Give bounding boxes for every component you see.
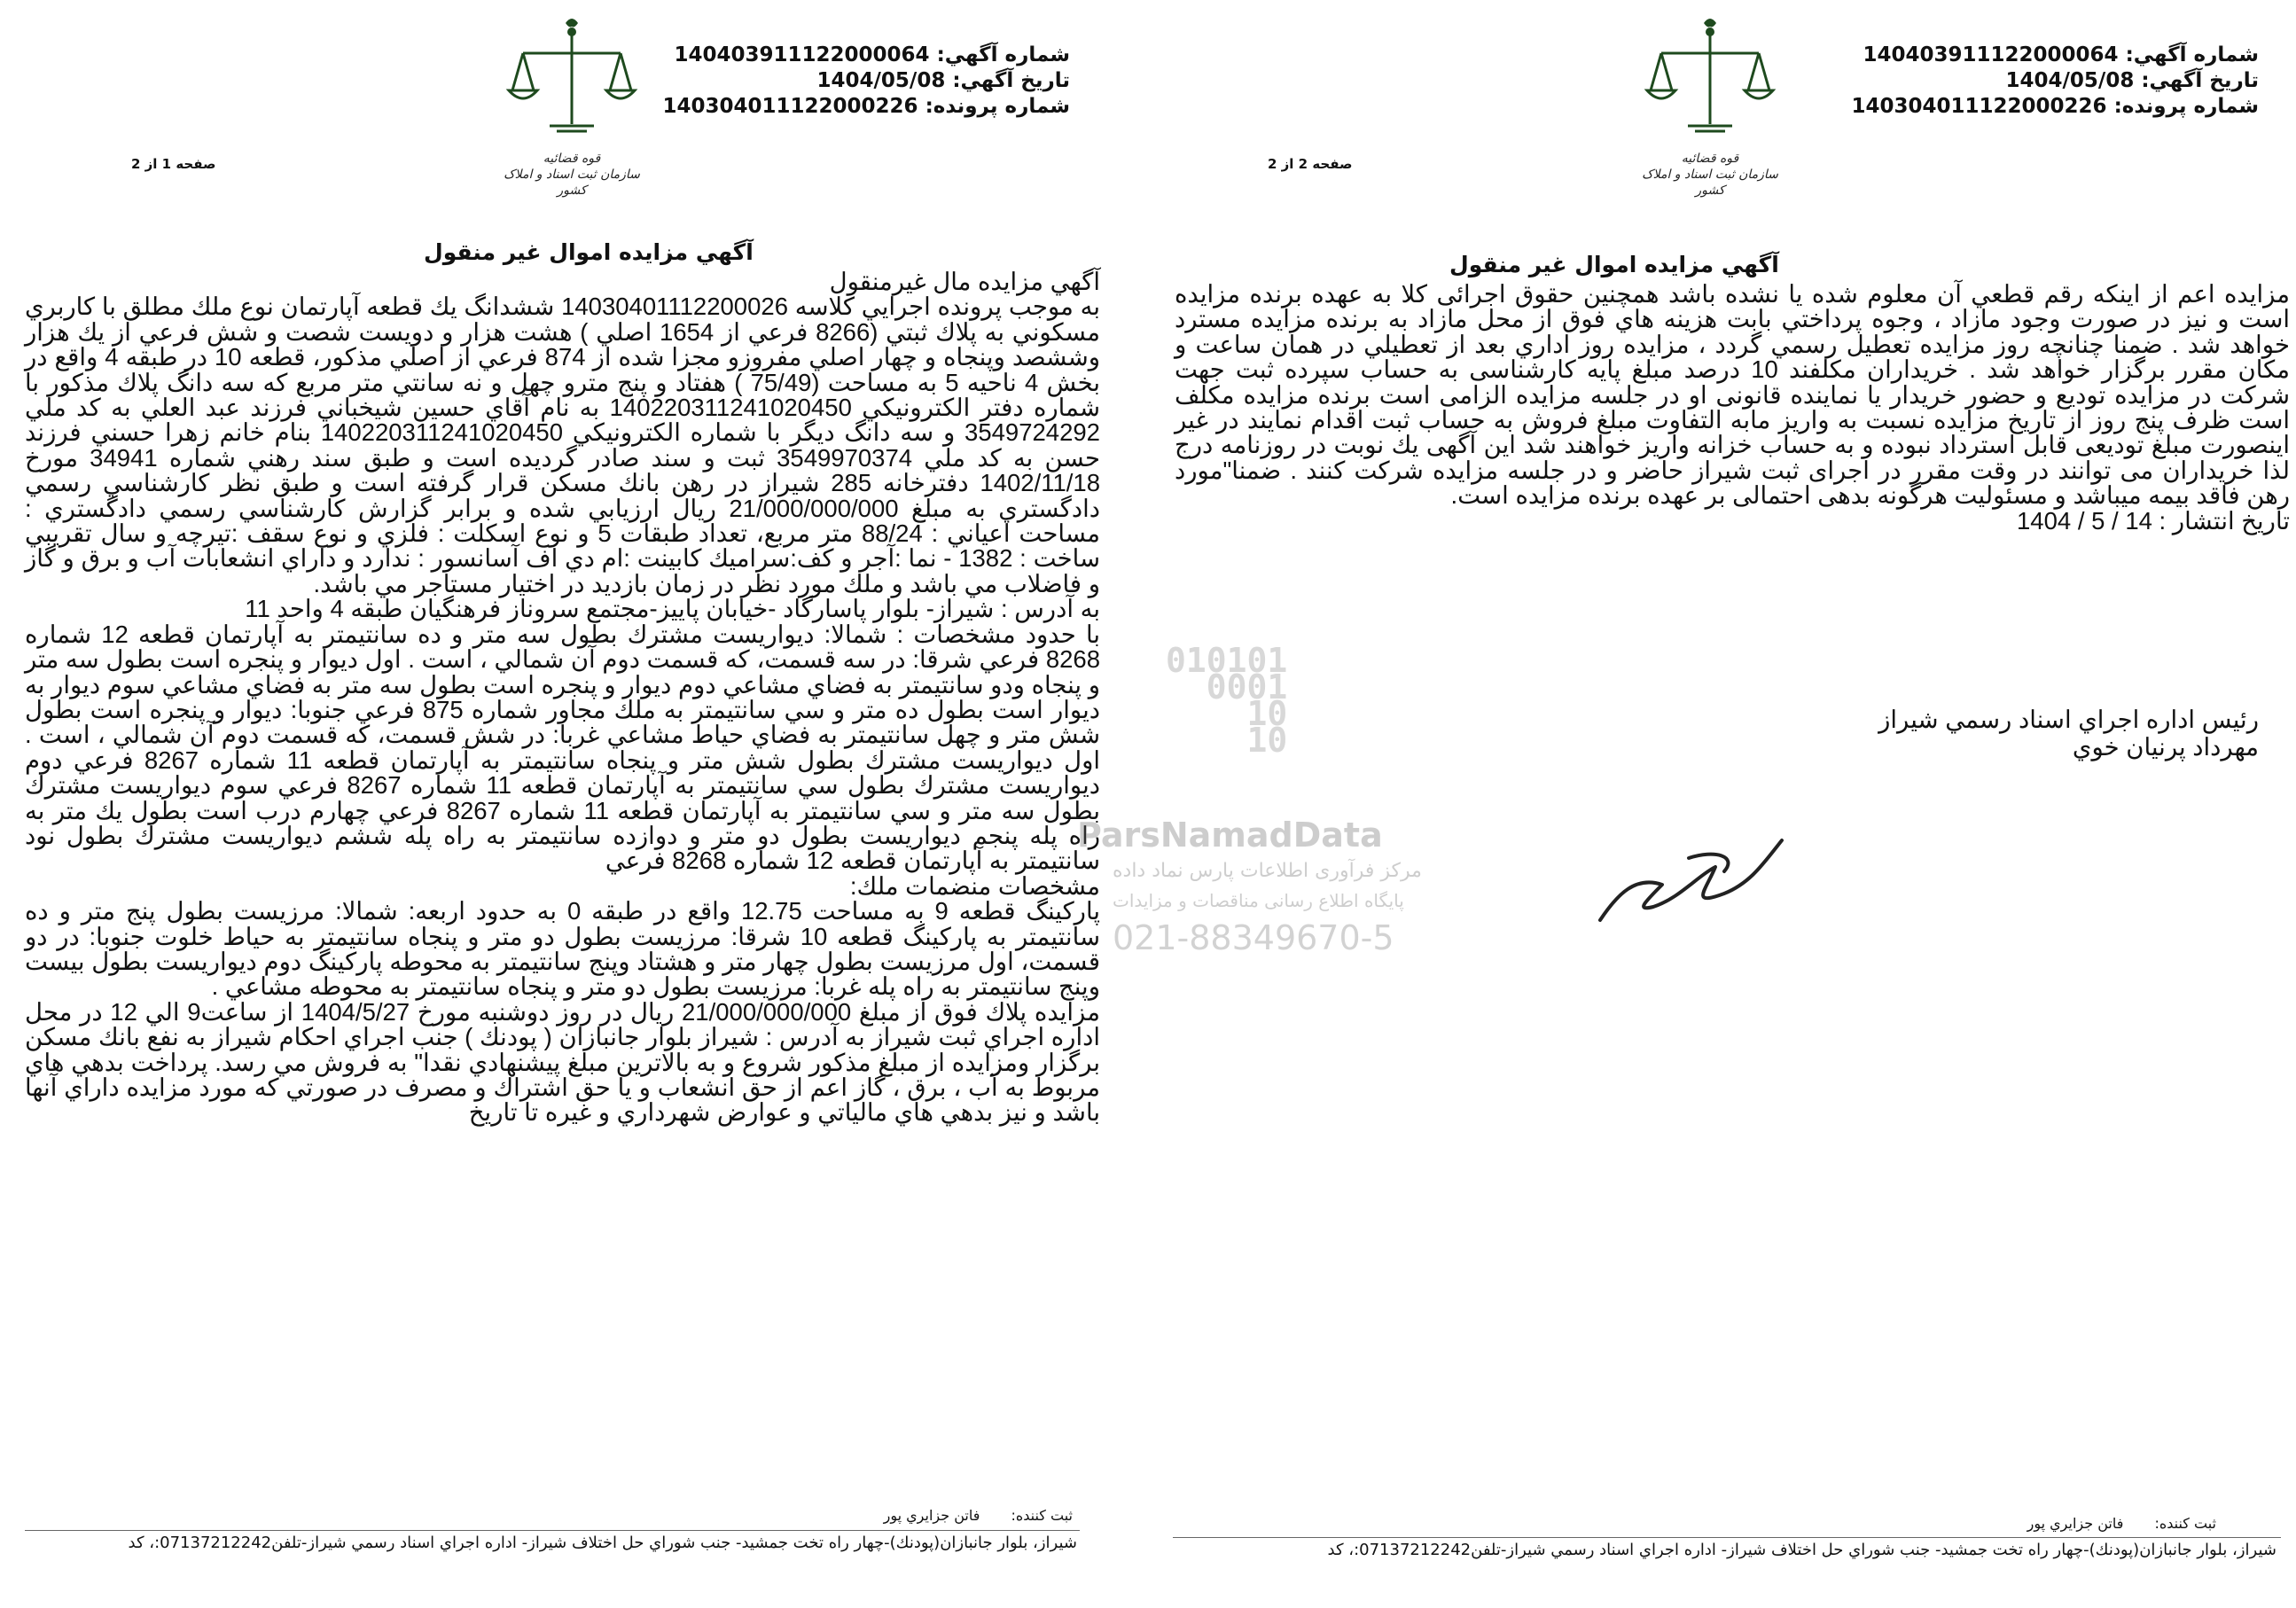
notice-body (1175, 282, 2290, 534)
notice-metadata: شماره آگهي: 140403911122000064 تاريخ آگهي: 1404/05/08 شماره پرونده: 140304011122000226 (662, 43, 1070, 118)
signatory-name: مهرداد پرنيان خوي (2072, 733, 2259, 761)
registrar-name: فاتن جزايري پور (883, 1507, 980, 1524)
registrar-line: ثبت كننده: فاتن جزايري پور (2027, 1515, 2216, 1532)
paragraph: به آدرس : شيراز- بلوار پاسارگاد -خيابان پاييز-مجتمع سروناز فرهنگيان طبقه 4 واحد 11 (245, 595, 1100, 623)
paragraph: مزايده اعم از اينكه رقم قطعي آن معلوم شده يا نشده باشد همچنين حقوق اجرائی كلا به عهده برنده مزايده است و نيز در صورت وجود مازاد ، وجوه پرداختي بابت هزينه هاي فوق از محل مازاد به برنده مزايده مسترد خواهد شد . ضمنا چنانچه روز مزايده تعطيل رسمي گردد ، مزايده روز اداري بعد از تعطيلي در همان ساعت و مكان مقرر برگزار خواهد شد . خريداران مكلفند 10 درصد مبلغ پايه كارشناسی به حساب سپرده ثبت جهت شركت در مزايده توديع و حضور خريدار يا نماينده قانونی او در جلسه مزايده الزامی است برنده مزايده مكلف است ظرف پنج روز از تاريخ مزايده نسبت به واريز مابه التفاوت مبلغ فروش به حساب ثبت اقدام نمايند در غير اينصورت مبلغ توديعی قابل استرداد نبوده و به حساب خزانه واريز خواهند شد اين آگهی يك نوبت در روزنامه درج لذا خريداران می توانند در وقت مقرر در اجرای ثبت شيراز حاضر و در جلسه مزايده شركت كنند . ضمنا"مورد رهن فاقد بيمه ميباشد و مسئوليت هرگونه بدهی احتمالی بر عهده برنده مزايده است. (1175, 280, 2290, 510)
parsnamad-watermark (1077, 641, 1467, 966)
notice-title: آگهي مزايده اموال غير منقول (1449, 252, 1779, 277)
footer-divider (1173, 1537, 2281, 1538)
judiciary-emblem (496, 18, 647, 198)
file-number: 140304011122000226 (1851, 95, 2107, 118)
registrar-line: ثبت كننده: فاتن جزايري پور (883, 1507, 1073, 1524)
notice-date: 1404/05/08 (816, 69, 946, 92)
footer-address: شيراز، بلوار جانبازان(پودنك)-چهار راه تخت جمشيد- جنب شوراي حل اختلاف شيراز- اداره اجراي اسناد رسمي شيراز-تلفن07137212242:، كد (128, 1534, 1077, 1552)
notice-number: 140403911122000064 (674, 43, 930, 66)
notice-metadata: شماره آگهي: 140403911122000064 تاريخ آگهي: 1404/05/08 شماره پرونده: 140304011122000226 (1851, 43, 2259, 118)
notice-date: 1404/05/08 (2005, 69, 2135, 92)
paragraph: با حدود مشخصات : شمالا: ديواريست مشترك بطول سه متر و ده سانتيمتر به آپارتمان قطعه 12 شماره 8268 فرعي شرقا: در سه قسمت، كه قسمت دوم آن شمالي ، است . اول ديوار و پنجره است بطول سه متر و پنجاه ودو سانتيمتر به فضاي مشاعي دوم ديوار و پنجره است بطول سه متر به فضاي مشاعي سوم ديوار به ديوار است بطول ده متر و سي سانتيمتر به ملك مجاور شماره 875 فرعي جنوبا: ديوار و پنجره است بطول شش متر و چهل سانتيمتر به فضاي حياط مشاعي غربا: در شش قسمت، كه قسمت دوم آن شمالي ، است . اول ديواريست مشترك بطول شش متر و پنجاه سانتيمتر به آپارتمان قطعه 11 شماره 8267 فرعي دوم ديواريست مشترك بطول سي سانتيمتر به آپارتمان قطعه 11 شماره 8267 فرعي سوم ديواريست مشترك بطول سه متر و سي سانتيمتر به آپارتمان قطعه 11 شماره 8267 فرعي چهارم درب است بطول يك متر به راه پله پنجم ديواريست بطول دو متر و دوازده سانتيمتر به راه پله ششم ديواريست مشترك بطول نود سانتيمتر به آپارتمان قطعه 12 شماره 8268 فرعي (25, 620, 1100, 875)
paragraph: مشخصات منضمات ملك: (849, 871, 1100, 900)
notice-number: 140403911122000064 (1863, 43, 2119, 66)
notice-body (25, 269, 1100, 1126)
page-number: صفحه 1 از 2 (131, 156, 216, 172)
handwritten-signature (1582, 823, 1804, 938)
signatory-block (1878, 706, 2259, 761)
notice-title: آگهي مزايده اموال غير منقول (424, 239, 754, 265)
registrar-name: فاتن جزايري پور (2027, 1515, 2124, 1532)
paragraph: آگهي مزايده مال غيرمنقول (829, 268, 1100, 295)
judiciary-emblem (1635, 18, 1785, 198)
watermark-digits: 010101 0001 10 10 (1166, 641, 1288, 760)
watermark-subtitle: پایگاه اطلاع رسانی مناقصات و مزایدات (1113, 890, 1404, 911)
watermark-subtitle: مرکز فرآوری اطلاعات پارس نماد داده (1113, 860, 1422, 882)
footer-address: شيراز، بلوار جانبازان(پودنك)-چهار راه تخت جمشيد- جنب شوراي حل اختلاف شيراز- اداره اجراي اسناد رسمي شيراز-تلفن07137212242:، كد (1327, 1541, 2276, 1559)
emblem-caption: قوه قضائیه سازمان ثبت اسناد و املاک کشور (1642, 152, 1778, 198)
watermark-brand: ParsNamadData (1077, 816, 1383, 855)
signatory-title: رئيس اداره اجراي اسناد رسمي شيراز (1878, 706, 2259, 733)
footer-divider (25, 1530, 1080, 1531)
emblem-caption: قوه قضائیه سازمان ثبت اسناد و املاک کشور (504, 152, 640, 198)
paragraph: به موجب پرونده اجرايي كلاسه 14030401112200026 ششدانگ يك قطعه آپارتمان نوع ملك مطلق با كاربري مسكوني به پلاك ثبتي (8266 فرعي از 1654 اصلي ) هشت هزار و دويست شصت و شش فرعي از يك هزار وششصد وپنجاه و چهار اصلي مفروزو مجزا شده از 874 فرعي از اصلي مذكور، قطعه 10 در طبقه 4 واقع در بخش 4 ناحيه 5 به مساحت (75/49 ) هفتاد و پنج مترو چهل و نه سانتي متر مربع كه سه دانگ پلاك مذكور با شماره دفتر الكترونيكي 140220311241020450 به نام آقاي حسين شيخباني فرزند عبد العلي به كد ملي 3549724292 و سه دانگ ديگر با شماره الكترونيكي 140220311241020450 بنام خانم زهرا حسني فرزند حسن به كد ملي 3549970374 ثبت و سند صادر گرديده است و طبق سند رهني شماره 34941 مورخ 1402/11/18 دفترخانه 285 شيراز در رهن بانك مسكن قرار گرفته است و طبق نظر كارشناسي رسمي دادگستري به مبلغ 21/000/000/000 ريال ارزيابي شده و برابر گزارش كارشناسي رسمي دادگستري : مساحت اعياني : 88/24 متر مربع، تعداد طبقات 5 و نوع اسكلت : فلزي و نوع سقف :تيرچه و سال تقريبي ساخت : 1382 - نما :آجر و كف:سراميك كابينت :ام دي اف آسانسور : ندارد و داراي انشعابات آب و برق و گاز و فاضلاب مي باشد و ملك مورد نظر در زمان بازديد در اختيار مستاجر مي باشد. (25, 293, 1101, 597)
publish-date: تاريخ انتشار : 14 / 5 / 1404 (2017, 506, 2290, 535)
watermark-phone: 021-88349670-5 (1113, 918, 1394, 957)
paragraph: مزايده پلاك فوق از مبلغ 21/000/000/000 ريال در روز دوشنبه مورخ 1404/5/27 از ساعت9 الي 12 در محل اداره اجراي ثبت شيراز به آدرس : شيراز بلوار جانبازان ( پودنك ) جنب اجراي احكام شيراز به نفع بانك مسكن برگزار ومزايده از مبلغ مذكور شروع و به بالاترين مبلغ پيشنهادي نقدا" به فروش مي رسد. پرداخت بدهي هاي مربوط به آب ، برق ، گاز اعم از حق انشعاب و يا حق اشتراك و مصرف در صورتي كه مورد مزايده داراي آنها باشد و نيز بدهي هاي مالياتي و عوارض شهرداري و غيره تا تاريخ (25, 997, 1100, 1127)
page-number: صفحه 2 از 2 (1268, 156, 1353, 172)
paragraph: پاركينگ قطعه 9 به مساحت 12.75 واقع در طبقه 0 به حدود اربعه: شمالا: مرزيست بطول پنج متر و ده سانتيمتر به پاركينگ قطعه 10 شرقا: مرزيست بطول دو متر و پنجاه سانتيمتر به حياط خلوت جنوبا: در دو قسمت، اول مرزيست بطول چهار متر و هشتاد وپنج سانتيمتر به محوطه پاركينگ دوم ديواريست بطول بيست وپنج سانتيمتر به راه پله غربا: مرزيست بطول دو متر و پنجاه سانتيمتر به محوطه مشاعي . (25, 897, 1100, 1001)
scales-of-justice-icon (1635, 18, 1785, 151)
scales-of-justice-icon (496, 18, 647, 151)
file-number: 140304011122000226 (662, 95, 918, 118)
